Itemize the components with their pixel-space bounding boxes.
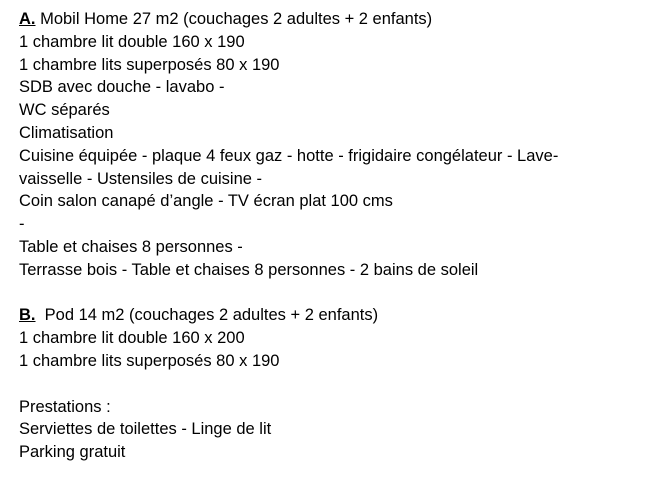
section-b-line: 1 chambre lits superposés 80 x 190 bbox=[19, 351, 280, 370]
section-a-line: vaisselle - Ustensiles de cuisine - bbox=[19, 169, 263, 188]
section-b-label: B. bbox=[19, 306, 36, 325]
section-b-heading bbox=[19, 304, 639, 327]
document-body bbox=[19, 8, 639, 464]
section-b-title: Pod 14 m2 (couchages 2 adultes + 2 enfants) bbox=[35, 306, 379, 325]
prestations-line: Serviettes de toilettes - Linge de lit bbox=[19, 420, 272, 439]
section-a-line: Coin salon canapé d’angle - TV écran plat 100 cms bbox=[19, 192, 393, 211]
section-a-line: Cuisine équipée - plaque 4 feux gaz - hotte - frigidaire congélateur - Lave- bbox=[19, 146, 559, 165]
section-a-label: A. bbox=[19, 10, 36, 28]
prestations-line: Parking gratuit bbox=[19, 443, 126, 462]
section-a-line: 1 chambre lits superposés 80 x 190 bbox=[19, 55, 280, 74]
paragraph-spacer bbox=[19, 282, 639, 305]
section-a-line: SDB avec douche - lavabo - bbox=[19, 78, 225, 97]
paragraph-spacer bbox=[19, 373, 639, 396]
section-a-line: 1 chambre lit double 160 x 190 bbox=[19, 32, 245, 51]
section-a-line: Climatisation bbox=[19, 123, 114, 142]
section-a-line: Table et chaises 8 personnes - bbox=[19, 237, 243, 256]
section-a-title: Mobil Home 27 m2 (couchages 2 adultes + 2 enfants) bbox=[35, 10, 433, 28]
section-a-heading bbox=[19, 8, 639, 31]
section-a-line: WC séparés bbox=[19, 101, 110, 120]
section-a-line: - bbox=[19, 215, 25, 234]
prestations-heading: Prestations : bbox=[19, 397, 111, 416]
section-b-line: 1 chambre lit double 160 x 200 bbox=[19, 329, 245, 348]
section-a-line: Terrasse bois - Table et chaises 8 personnes - 2 bains de soleil bbox=[19, 260, 479, 279]
